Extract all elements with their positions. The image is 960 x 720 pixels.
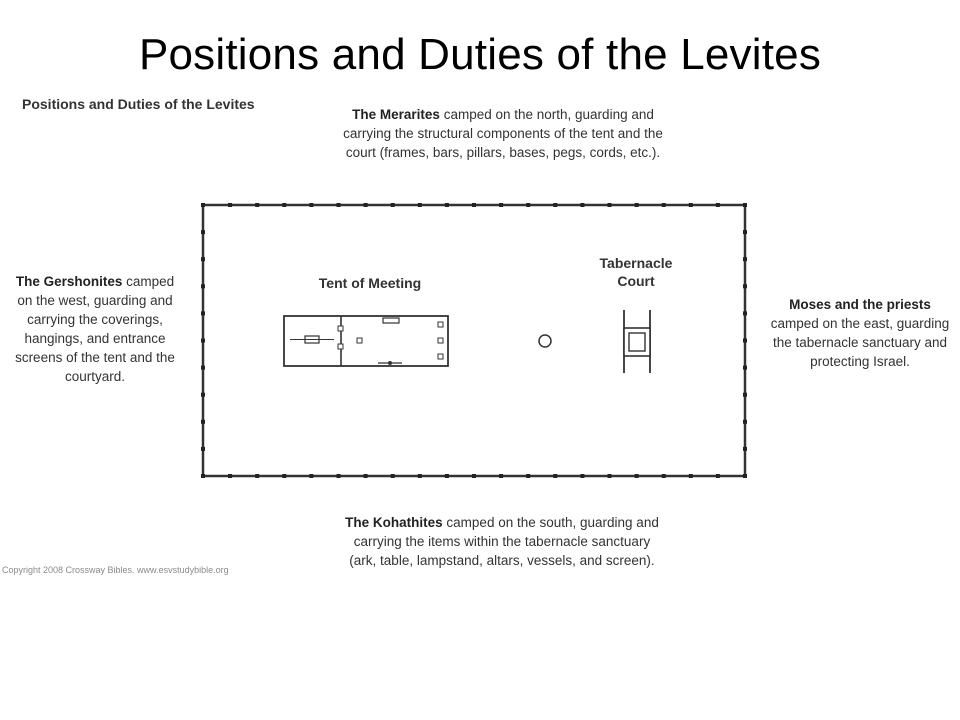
- courtyard-post: [553, 474, 557, 478]
- courtyard-post: [309, 474, 313, 478]
- levites-camp-diagram: [0, 88, 960, 580]
- merarites-name: The Merarites: [352, 107, 440, 122]
- courtyard-post: [743, 230, 747, 234]
- moses-priests-line1: camped on the east, guarding: [770, 316, 950, 331]
- merarites-line1: camped on the north, guarding and: [443, 107, 654, 122]
- gershonites-line4: hangings, and entrance: [24, 331, 166, 346]
- courtyard-post: [472, 203, 476, 207]
- courtyard-post: [201, 203, 205, 207]
- courtyard-post: [635, 203, 639, 207]
- moses-priests-note: [760, 295, 960, 371]
- moses-priests-name: Moses and the priests: [789, 297, 931, 312]
- moses-priests-line2: the tabernacle sanctuary and: [772, 335, 948, 350]
- figure-title: Positions and Duties of the Levites: [22, 96, 255, 112]
- courtyard-post: [689, 474, 693, 478]
- courtyard-post: [689, 203, 693, 207]
- courtyard-post: [608, 203, 612, 207]
- courtyard-post: [201, 230, 205, 234]
- courtyard-post: [364, 474, 368, 478]
- courtyard-post: [499, 203, 503, 207]
- courtyard-post: [364, 203, 368, 207]
- courtyard-post: [201, 339, 205, 343]
- courtyard-post: [201, 420, 205, 424]
- courtyard-post: [526, 203, 530, 207]
- court-label-line1: Tabernacle: [599, 255, 673, 271]
- merarites-line2: carrying the structural components of the tent and the: [343, 126, 663, 141]
- courtyard-post: [580, 474, 584, 478]
- courtyard-post: [337, 203, 341, 207]
- courtyard-post: [228, 203, 232, 207]
- courtyard-post: [201, 311, 205, 315]
- courtyard-post: [201, 366, 205, 370]
- courtyard-post: [337, 474, 341, 478]
- courtyard-post: [580, 203, 584, 207]
- kohathites-name: The Kohathites: [345, 515, 443, 530]
- kohathites-note: [312, 513, 692, 570]
- gershonites-line1: camped: [126, 274, 175, 289]
- courtyard-post: [743, 447, 747, 451]
- courtyard-post: [309, 203, 313, 207]
- courtyard-post: [255, 474, 259, 478]
- courtyard-post: [526, 474, 530, 478]
- tent-of-meeting-label: Tent of Meeting: [318, 275, 422, 291]
- courtyard-post: [201, 474, 205, 478]
- courtyard-post: [716, 203, 720, 207]
- courtyard-post: [499, 474, 503, 478]
- courtyard-post: [743, 203, 747, 207]
- courtyard-post: [282, 203, 286, 207]
- courtyard-post: [418, 203, 422, 207]
- laver-icon: [539, 335, 551, 347]
- courtyard-post: [662, 474, 666, 478]
- courtyard-posts: [201, 203, 747, 478]
- courtyard-post: [391, 474, 395, 478]
- courtyard-post: [391, 203, 395, 207]
- courtyard-post: [445, 474, 449, 478]
- kohathites-line1: camped on the south, guarding and: [446, 515, 659, 530]
- slide-title: Positions and Duties of the Levites: [138, 30, 822, 79]
- courtyard-post: [472, 474, 476, 478]
- courtyard-post: [553, 203, 557, 207]
- courtyard-post: [201, 257, 205, 261]
- gershonites-line6: courtyard.: [64, 369, 126, 384]
- courtyard-post: [743, 366, 747, 370]
- tent-of-meeting-shape: [284, 316, 448, 366]
- table-icon: [383, 318, 399, 323]
- gershonites-note: [2, 272, 188, 386]
- kohathites-line2: carrying the items within the tabernacle sanctuary: [353, 534, 651, 549]
- courtyard-post: [201, 447, 205, 451]
- tabernacle-court-label: [588, 254, 684, 290]
- kohathites-line3: (ark, table, lampstand, altars, vessels, and screen).: [349, 553, 655, 568]
- courtyard-post: [201, 393, 205, 397]
- court-label-line2: Court: [617, 273, 655, 289]
- courtyard-post: [201, 284, 205, 288]
- gershonites-line3: carrying the coverings,: [27, 312, 163, 327]
- merarites-line3: court (frames, bars, pillars, bases, pegs, cords, etc.).: [345, 145, 661, 160]
- courtyard-post: [228, 474, 232, 478]
- courtyard-post: [445, 203, 449, 207]
- incense-altar-icon: [357, 338, 362, 343]
- courtyard-post: [608, 474, 612, 478]
- courtyard-post: [743, 420, 747, 424]
- gershonites-line2: on the west, guarding and: [17, 293, 173, 308]
- courtyard-post: [716, 474, 720, 478]
- courtyard-post: [743, 393, 747, 397]
- bronze-altar-shape: [624, 310, 650, 373]
- courtyard-post: [743, 474, 747, 478]
- copyright-text: Copyright 2008 Crossway Bibles. www.esvstudybible.org: [2, 565, 229, 575]
- courtyard-post: [743, 311, 747, 315]
- courtyard-post: [743, 257, 747, 261]
- gershonites-line5: screens of the tent and the: [15, 350, 175, 365]
- moses-priests-line3: protecting Israel.: [810, 354, 910, 369]
- courtyard-post: [418, 474, 422, 478]
- gershonites-name: The Gershonites: [15, 274, 123, 289]
- courtyard-post: [743, 284, 747, 288]
- courtyard-post: [635, 474, 639, 478]
- merarites-note: [318, 105, 688, 162]
- courtyard-post: [255, 203, 259, 207]
- courtyard-post: [743, 339, 747, 343]
- courtyard-post: [282, 474, 286, 478]
- courtyard-post: [662, 203, 666, 207]
